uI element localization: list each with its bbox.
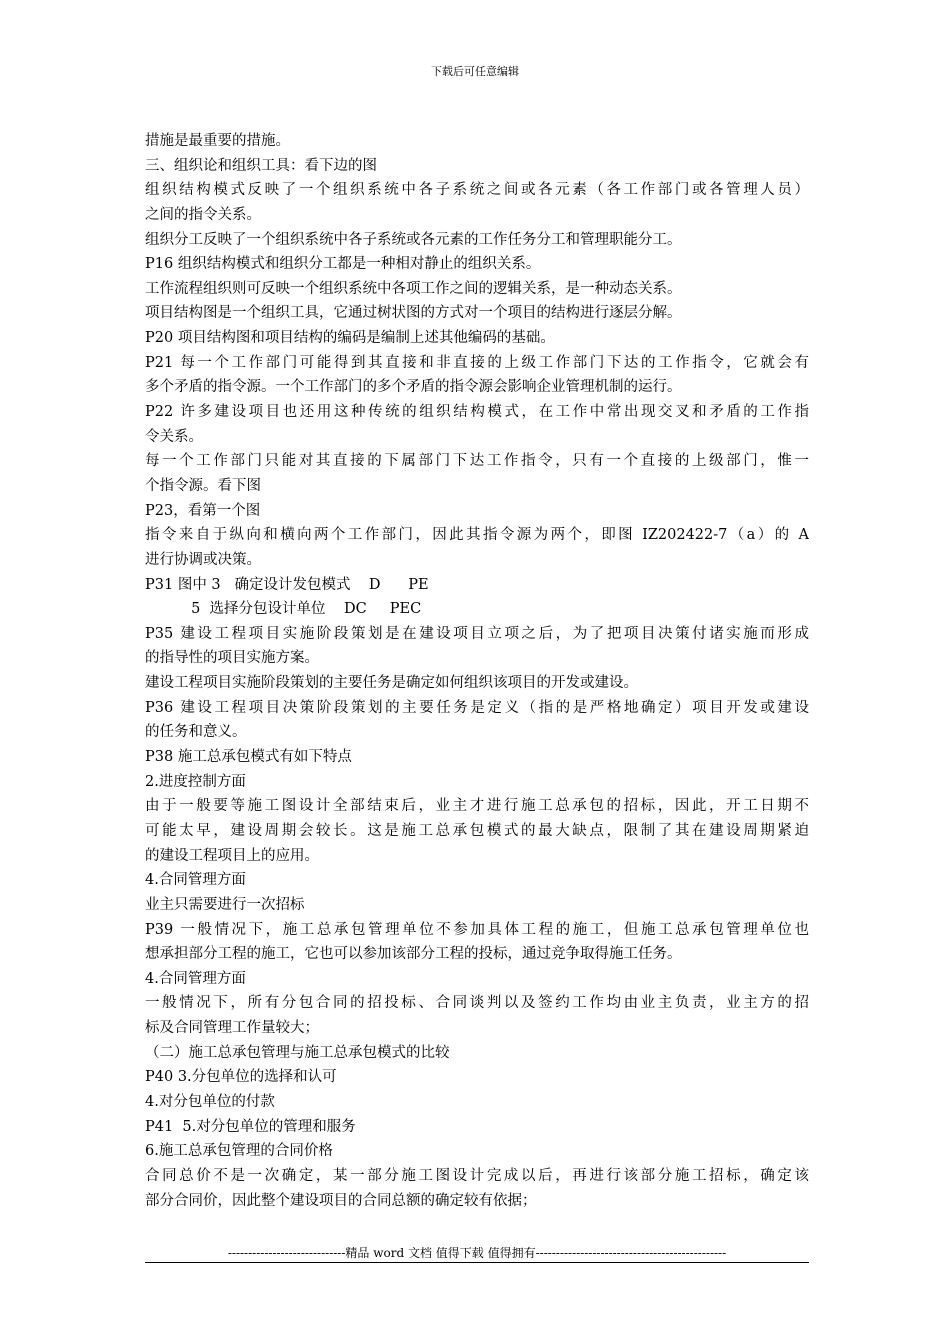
footer-divider [145, 1262, 809, 1263]
text-line: P36 建设工程项目决策阶段策划的主要任务是定义（指的是严格地确定）项目开发或建设 [145, 699, 809, 716]
text-line: 的任务和意义。 [145, 724, 247, 741]
text-line: 个指令源。看下图 [145, 477, 261, 494]
text-line: 4.对分包单位的付款 [145, 1093, 275, 1110]
page-header: 下载后可任意编辑 [431, 65, 519, 78]
text-line: 标及合同管理工作量较大； [145, 1020, 319, 1037]
text-line: P38 施工总承包模式有如下特点 [145, 749, 352, 766]
text-line: P21 每一个工作部门可能得到其直接和非直接的上级工作部门下达的工作指令，它就会有 [145, 354, 809, 371]
text-line: （二）施工总承包管理与施工总承包模式的比较 [145, 1044, 450, 1061]
text-line: 建设工程项目实施阶段策划的主要任务是确定如何组织该项目的开发或建设。 [145, 675, 638, 692]
text-line: P40 3.分包单位的选择和认可 [145, 1069, 337, 1086]
page-footer: -----------------------------精品 word 文档 值得下载 值得拥有----------------------------------------------- [227, 1246, 727, 1260]
text-line: 4.合同管理方面 [145, 970, 246, 987]
text-line: 一般情况下，所有分包合同的招投标、合同谈判以及签约工作均由业主负责，业主方的招 [145, 995, 809, 1012]
text-line: 项目结构图是一个组织工具，它通过树状图的方式对一个项目的结构进行逐层分解。 [145, 305, 682, 322]
text-line: 工作流程组织则可反映一个组织系统中各项工作之间的逻辑关系，是一种动态关系。 [145, 280, 682, 297]
text-line: P20 项目结构图和项目结构的编码是编制上述其他编码的基础。 [145, 330, 555, 347]
text-line: P22 许多建设项目也还用这种传统的组织结构模式，在工作中常出现交叉和矛盾的工作指 [145, 404, 809, 421]
text-line: 合同总价不是一次确定，某一部分施工图设计完成以后，再进行该部分施工招标，确定该 [145, 1167, 809, 1184]
text-line: 组织结构模式反映了一个组织系统中各子系统之间或各元素（各工作部门或各管理人员） [145, 182, 809, 199]
text-line: 的建设工程项目上的应用。 [145, 847, 319, 864]
text-line: 可能太早，建设周期会较长。这是施工总承包模式的最大缺点，限制了其在建设周期紧迫 [145, 822, 809, 839]
text-line: 业主只需要进行一次招标 [145, 896, 305, 913]
text-line: 措施是最重要的措施。 [145, 133, 290, 149]
text-line: 之间的指令关系。 [145, 206, 261, 223]
text-line: 进行协调或决策。 [145, 551, 261, 568]
text-line: P23，看第一个图 [145, 502, 261, 519]
text-line: P16 组织结构模式和组织分工都是一种相对静止的组织关系。 [145, 256, 541, 273]
text-line: 想承担部分工程的施工，它也可以参加该部分工程的投标，通过竞争取得施工任务。 [145, 946, 682, 963]
text-line: 2.进度控制方面 [145, 773, 246, 790]
text-line: 4.合同管理方面 [145, 872, 246, 889]
text-line: P35 建设工程项目实施阶段策划是在建设项目立项之后，为了把项目决策付诸实施而形成 [145, 625, 809, 642]
text-line: P39 一般情况下，施工总承包管理单位不参加具体工程的施工，但施工总承包管理单位也 [145, 921, 809, 938]
text-line: 多个矛盾的指令源。一个工作部门的多个矛盾的指令源会影响企业管理机制的运行。 [145, 379, 682, 396]
text-line: 6.施工总承包管理的合同价格 [145, 1143, 333, 1160]
text-line: P41 5.对分包单位的管理和服务 [145, 1118, 356, 1135]
text-line: 由于一般要等施工图设计全部结束后，业主才进行施工总承包的招标，因此，开工日期不 [145, 798, 809, 815]
text-line: 的指导性的项目实施方案。 [145, 650, 319, 667]
document-body [145, 129, 809, 1213]
text-line: 5 选择分包设计单位 DC PEC [145, 601, 422, 618]
text-line: 部分合同价，因此整个建设项目的合同总额的确定较有依据； [145, 1192, 537, 1209]
text-line: P31 图中 3 确定设计发包模式 D PE [145, 576, 429, 593]
text-line: 每一个工作部门只能对其直接的下属部门下达工作指令，只有一个直接的上级部门，惟一 [145, 453, 809, 470]
text-line: 令关系。 [145, 428, 203, 445]
text-line: 组织分工反映了一个组织系统中各子系统或各元素的工作任务分工和管理职能分工。 [145, 231, 682, 248]
text-line: 三、组织论和组织工具：看下边的图 [145, 157, 377, 174]
text-line: 指令来自于纵向和横向两个工作部门，因此其指令源为两个，即图 IZ202422-7（a）的 A [145, 527, 809, 544]
